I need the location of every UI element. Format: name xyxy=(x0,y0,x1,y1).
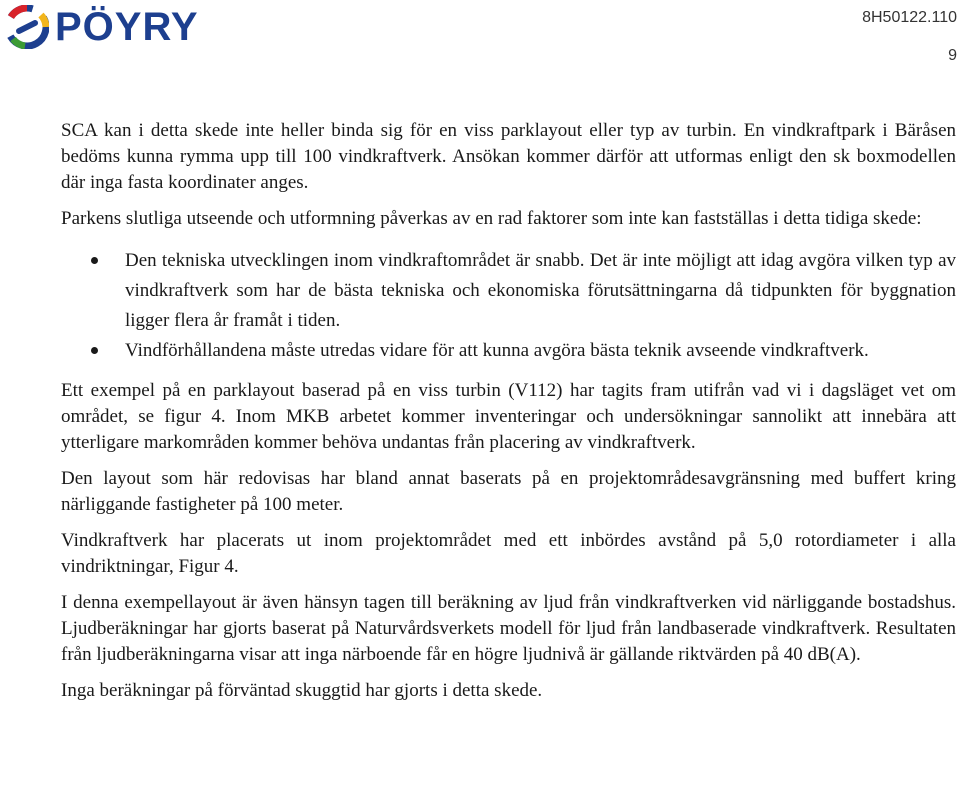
bullet-item-2-text: Vindförhållandena måste utredas vidare för att kunna avgöra bästa teknik avseende vindkraftverk. xyxy=(125,340,869,361)
paragraph-1: SCA kan i detta skede inte heller binda sig för en viss parklayout eller typ av turbin. En vindkraftpark i Bäråsen bedöms kunna rymma upp till 100 vindkraftverk. Ansökan kommer därför att utformas enligt den sk boxmodellen där inga fasta koordinater anges. xyxy=(61,120,956,193)
bullet-list xyxy=(61,246,956,366)
page-number: 9 xyxy=(948,47,957,64)
paragraph-7: Inga beräkningar på förväntad skuggtid har gjorts i detta skede. xyxy=(61,680,543,701)
bullet-item-2 xyxy=(61,336,956,366)
paragraph-3: Ett exempel på en parklayout baserad på en viss turbin (V112) har tagits fram utifrån vad vi i dagsläget vet om området, se figur 4. Inom MKB arbetet kommer inventeringar och undersökningar sannolikt att innebära att ytterligare markområden kommer behöva undantas från placering av vindkraftverk. xyxy=(61,380,956,453)
logo-wordmark: PÖYRY xyxy=(55,5,199,49)
bullet-item-1 xyxy=(61,246,956,336)
paragraph-6: I denna exempellayout är även hänsyn tagen till beräkning av ljud från vindkraftverken vid närliggande bostadshus. Ljudberäkningar har gjorts baserat på Naturvårdsverkets modell för ljud från landbaserade vindkraftverk. Resultaten från ljudberäkningarna visar att inga närboende får en högre ljudnivå är gällande riktvärden på 40 dB(A). xyxy=(61,592,956,665)
bullet-item-1-text: Den tekniska utvecklingen inom vindkraftområdet är snabb. Det är inte möjligt att idag avgöra vilken typ av vindkraftverk som har de bästa tekniska och ekonomiska förutsättningarna då tidpunkten för byggnation ligger flera år framåt i tiden. xyxy=(125,250,956,331)
bullet-icon xyxy=(91,347,98,354)
page-header xyxy=(0,0,960,70)
document-body xyxy=(61,118,956,704)
document-number: 8H50122.110 xyxy=(862,9,957,26)
paragraph-5: Vindkraftverk har placerats ut inom projektområdet med ett inbördes avstånd på 5,0 rotordiameter i alla vindriktningar, Figur 4. xyxy=(61,530,956,577)
paragraph-2: Parkens slutliga utseende och utformning påverkas av en rad faktorer som inte kan fastställas i detta tidiga skede: xyxy=(61,208,922,229)
paragraph-4: Den layout som här redovisas har bland annat baserats på en projektområdesavgränsning med buffert kring närliggande fastigheter på 100 meter. xyxy=(61,468,956,515)
bullet-icon xyxy=(91,257,98,264)
poyry-logo xyxy=(5,6,199,48)
poyry-logo-icon xyxy=(5,5,49,49)
